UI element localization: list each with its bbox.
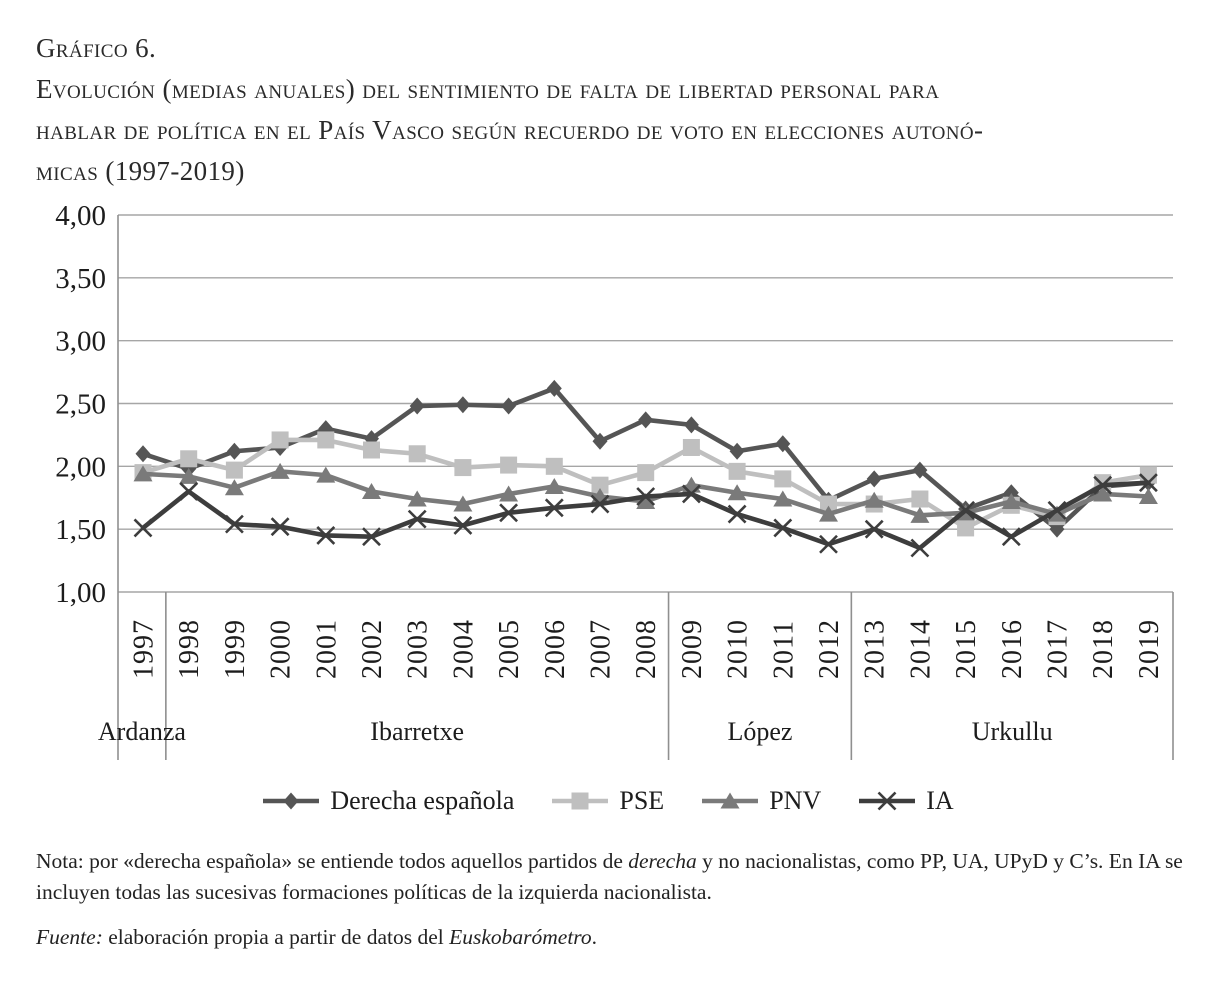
x-tick-label-1998: 1998	[174, 619, 206, 679]
chart-legend	[0, 786, 1214, 816]
note-text	[36, 846, 1196, 908]
marker-derecha-espa-ola-1997	[136, 445, 151, 462]
marker-derecha-espa-ola-2010	[730, 443, 745, 460]
legend-item-pnv	[699, 786, 821, 816]
source-label: Fuente:	[36, 925, 103, 949]
marker-derecha-espa-ola-2004	[455, 396, 470, 413]
legend-label: IA	[926, 786, 954, 815]
marker-pse-2004	[454, 459, 471, 476]
marker-pse-2006	[546, 458, 563, 475]
series-line-ia	[143, 483, 1148, 548]
figure-label: Gráfico 6.	[36, 33, 157, 63]
legend-label: PSE	[619, 786, 665, 815]
marker-pse-2014	[911, 491, 928, 508]
x-tick-label-2002: 2002	[357, 619, 388, 679]
x-tick-label-2006: 2006	[539, 619, 571, 679]
x-tick-label-2005: 2005	[494, 619, 526, 679]
marker-pse-2009	[683, 439, 700, 456]
figure-title-line-2: hablar de política en el País Vasco según recuerdo de voto en elecciones autonó-	[36, 115, 984, 145]
x-tick-label-2014: 2014	[905, 619, 937, 679]
x-tick-label-2007: 2007	[585, 619, 617, 679]
x-tick-label-2011: 2011	[768, 620, 800, 679]
x-tick-label-1997: 1997	[128, 619, 160, 679]
x-tick-label-2015: 2015	[951, 619, 983, 679]
square-marker-icon	[549, 790, 611, 812]
marker-derecha-espa-ola-2008	[638, 411, 653, 428]
marker-derecha-espa-ola-2009	[684, 416, 699, 433]
legend-label: Derecha española	[330, 786, 515, 815]
marker-derecha-espa-ola-2005	[501, 398, 516, 415]
marker-pse-2010	[729, 463, 746, 480]
legend-item-derecha-espanola	[260, 786, 514, 816]
x-tick-label-2001: 2001	[311, 619, 343, 679]
marker-pse-2002	[363, 441, 380, 458]
president-band-label: Urkullu	[971, 717, 1053, 746]
series-line-pse	[143, 440, 1148, 528]
marker-pse-2008	[637, 464, 654, 481]
x-tick-label-2012: 2012	[814, 619, 845, 679]
x-tick-label-2004: 2004	[448, 619, 480, 679]
note-prefix: Nota: por «derecha española» se entiende todos aquellos partidos de	[36, 849, 629, 873]
line-chart	[0, 182, 1214, 782]
marker-derecha-espa-ola-2013	[867, 470, 882, 487]
marker-pse-2011	[774, 470, 791, 487]
x-tick-label-2003: 2003	[402, 619, 434, 679]
source-text	[36, 922, 1196, 953]
diamond-marker-icon	[260, 790, 322, 812]
legend-item-pse	[549, 786, 664, 816]
x-marker-icon	[856, 790, 918, 812]
x-tick-label-2008: 2008	[631, 619, 663, 679]
y-tick-label: 1,00	[55, 577, 106, 610]
source-body: elaboración propia a partir de datos del	[102, 925, 450, 949]
y-tick-label: 4,00	[55, 200, 106, 232]
marker-pse-2005	[500, 457, 517, 474]
x-tick-label-2013: 2013	[859, 619, 891, 679]
marker-pse-2000	[272, 431, 289, 448]
y-tick-label: 3,00	[55, 325, 106, 358]
president-band-label: Ibarretxe	[370, 717, 465, 746]
legend-marker-glyph	[284, 793, 299, 810]
source-name-italic: Euskobarómetro	[449, 925, 592, 949]
source-period: .	[591, 925, 598, 949]
y-tick-label: 2,00	[55, 451, 106, 484]
x-tick-label-1999: 1999	[219, 619, 251, 679]
legend-label: PNV	[769, 786, 822, 815]
x-tick-label-2000: 2000	[265, 619, 297, 679]
marker-pse-2003	[409, 445, 426, 462]
figure-title-line-3: micas (1997-2019)	[36, 156, 245, 186]
legend-item-ia	[856, 786, 953, 816]
marker-pse-2015	[957, 519, 974, 536]
legend-marker-glyph	[572, 793, 589, 810]
x-tick-label-2019: 2019	[1133, 619, 1165, 679]
x-tick-label-2017: 2017	[1042, 619, 1074, 679]
marker-pse-1999	[226, 462, 243, 479]
x-tick-label-2010: 2010	[722, 619, 754, 679]
president-band-label: Ardanza	[97, 717, 186, 746]
marker-pse-2001	[317, 431, 334, 448]
x-tick-label-2018: 2018	[1088, 619, 1120, 679]
note-italic-term: derecha	[628, 849, 697, 873]
y-tick-label: 3,50	[55, 262, 106, 295]
note-suffix: y no nacionalistas, como PP, UA, UPyD y C’s. En IA se incluyen todas las sucesivas formaciones políticas de la izquierda nacionalista.	[36, 849, 1183, 904]
x-tick-label-2016: 2016	[996, 618, 1028, 679]
triangle-marker-icon	[699, 790, 761, 812]
y-tick-label: 1,50	[55, 514, 106, 547]
figure-title	[36, 28, 1186, 192]
marker-pse-1998	[180, 450, 197, 467]
president-band-label: López	[727, 717, 793, 746]
x-tick-label-2009: 2009	[676, 619, 708, 679]
figure-title-line-1: Evolución (medias anuales) del sentimiento de falta de libertad personal para	[36, 74, 940, 104]
y-tick-label: 2,50	[55, 388, 106, 421]
marker-derecha-espa-ola-1999	[227, 443, 242, 460]
